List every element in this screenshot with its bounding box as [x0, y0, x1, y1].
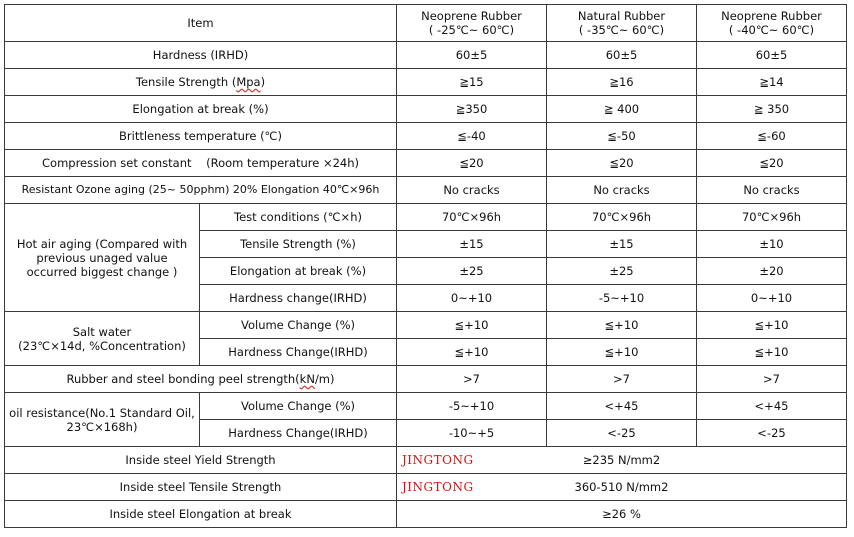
sub-label: Hardness Change(IRHD)	[200, 420, 397, 447]
cell-value: -10~+5	[397, 420, 547, 447]
salt-label-line1: Salt water	[72, 324, 132, 339]
unit-kn: kN	[299, 372, 315, 386]
table-row	[5, 177, 847, 204]
cell-value: 60±5	[547, 42, 697, 69]
row-label: Resistant Ozone aging (25~ 50pphm) 20% Elongation 40℃×96h	[5, 177, 397, 204]
header-item: Item	[5, 5, 397, 42]
row-label: Inside steel Yield Strength	[5, 447, 397, 474]
label-part: )	[260, 75, 266, 89]
cell-value: <-25	[697, 420, 847, 447]
cell-value: 70℃×96h	[397, 204, 547, 231]
steel-yield-value-cell	[397, 447, 847, 474]
sub-label: Hardness change(IRHD)	[200, 285, 397, 312]
cell-value: ≦+10	[397, 339, 547, 366]
sub-label: Volume Change (%)	[200, 393, 397, 420]
cell-value: ≦+10	[697, 312, 847, 339]
cell-value: ±10	[697, 231, 847, 258]
table-row	[5, 96, 847, 123]
sub-label: Test conditions (℃×h)	[200, 204, 397, 231]
row-label: Elongation at break (%)	[5, 96, 397, 123]
group-label-salt-water	[5, 312, 200, 366]
row-label: Hardness (IRHD)	[5, 42, 397, 69]
cell-value: >7	[547, 366, 697, 393]
cell-value: >7	[397, 366, 547, 393]
row-label: Brittleness temperature (℃)	[5, 123, 397, 150]
header-col3-range: ( -40℃~ 60℃)	[728, 23, 815, 37]
cell-value: ≦+10	[547, 339, 697, 366]
cell-value: ≦-60	[697, 123, 847, 150]
cell-value: ≦+10	[697, 339, 847, 366]
sub-label: Tensile Strength (%)	[200, 231, 397, 258]
header-natural	[547, 5, 697, 42]
cell-value: ±20	[697, 258, 847, 285]
unit-mpa: Mpa	[236, 75, 261, 89]
header-neoprene-1	[397, 5, 547, 42]
group-label-oil	[5, 393, 200, 447]
cell-value: -5~+10	[547, 285, 697, 312]
cell-value: ≧16	[547, 69, 697, 96]
group-label-hot-air: Hot air aging (Compared with previous unaged value occurred biggest change )	[5, 204, 200, 312]
salt-label-line2: (23℃×14d, %Concentration)	[18, 338, 186, 353]
cell-value: ≦+10	[397, 312, 547, 339]
cell-value: 60±5	[697, 42, 847, 69]
header-col2-name: Natural Rubber	[577, 9, 666, 23]
row-label: Compression set constant (Room temperature ×24h)	[5, 150, 397, 177]
table-row	[5, 123, 847, 150]
cell-value: >7	[697, 366, 847, 393]
header-col2-range: ( -35℃~ 60℃)	[578, 23, 665, 37]
cell-value: ≧14	[697, 69, 847, 96]
steel-tensile-value-cell	[397, 474, 847, 501]
cell-value: ≦20	[547, 150, 697, 177]
label-part: Tensile Strength (	[135, 75, 237, 89]
cell-value: ±15	[397, 231, 547, 258]
cell-value: 0~+10	[697, 285, 847, 312]
table-row	[5, 393, 847, 420]
cell-value: ≥235 N/mm2	[582, 453, 661, 467]
label-part: /m)	[314, 372, 335, 386]
cell-value: ±25	[397, 258, 547, 285]
cell-value: ≧ 350	[697, 96, 847, 123]
cell-value: 60±5	[397, 42, 547, 69]
cell-value: 360-510 N/mm2	[574, 480, 669, 494]
oil-label-line1: oil resistance(No.1 Standard Oil,	[9, 405, 195, 420]
spec-table-wrapper	[4, 4, 847, 528]
cell-value: ≧15	[397, 69, 547, 96]
cell-value: ≦-50	[547, 123, 697, 150]
brand-watermark: JINGTONG	[402, 480, 474, 494]
cell-value: ±25	[547, 258, 697, 285]
cell-value: ≦+10	[547, 312, 697, 339]
brand-watermark: JINGTONG	[402, 453, 474, 467]
cell-value: 70℃×96h	[697, 204, 847, 231]
header-row	[5, 5, 847, 42]
cell-value: <-25	[547, 420, 697, 447]
cell-value: ≧350	[397, 96, 547, 123]
cell-value: 0~+10	[397, 285, 547, 312]
header-col1-name: Neoprene Rubber	[421, 9, 522, 23]
cell-value: No cracks	[547, 177, 697, 204]
table-row	[5, 312, 847, 339]
rubber-spec-table	[4, 4, 847, 528]
header-neoprene-2	[697, 5, 847, 42]
row-label	[5, 366, 397, 393]
table-row	[5, 501, 847, 528]
table-row	[5, 150, 847, 177]
table-row	[5, 204, 847, 231]
cell-value: ≦-40	[397, 123, 547, 150]
table-row	[5, 69, 847, 96]
cell-value: No cracks	[397, 177, 547, 204]
table-row	[5, 447, 847, 474]
cell-value: No cracks	[697, 177, 847, 204]
table-row	[5, 42, 847, 69]
row-label: Inside steel Elongation at break	[5, 501, 397, 528]
cell-value: ≧ 400	[547, 96, 697, 123]
label-part: Rubber and steel bonding peel strength(	[66, 372, 300, 386]
cell-value: <+45	[697, 393, 847, 420]
row-label	[5, 69, 397, 96]
cell-value: ≦20	[697, 150, 847, 177]
cell-value: <+45	[547, 393, 697, 420]
cell-value: ±15	[547, 231, 697, 258]
table-row	[5, 474, 847, 501]
sub-label: Elongation at break (%)	[200, 258, 397, 285]
cell-value: -5~+10	[397, 393, 547, 420]
cell-value: ≦20	[397, 150, 547, 177]
cell-value: 70℃×96h	[547, 204, 697, 231]
cell-value: ≥26 %	[397, 501, 847, 528]
row-label: Inside steel Tensile Strength	[5, 474, 397, 501]
header-col3-name: Neoprene Rubber	[721, 9, 822, 23]
sub-label: Volume Change (%)	[200, 312, 397, 339]
oil-label-line2: 23℃×168h)	[66, 419, 138, 434]
sub-label: Hardness Change(IRHD)	[200, 339, 397, 366]
header-col1-range: ( -25℃~ 60℃)	[428, 23, 515, 37]
table-row	[5, 366, 847, 393]
